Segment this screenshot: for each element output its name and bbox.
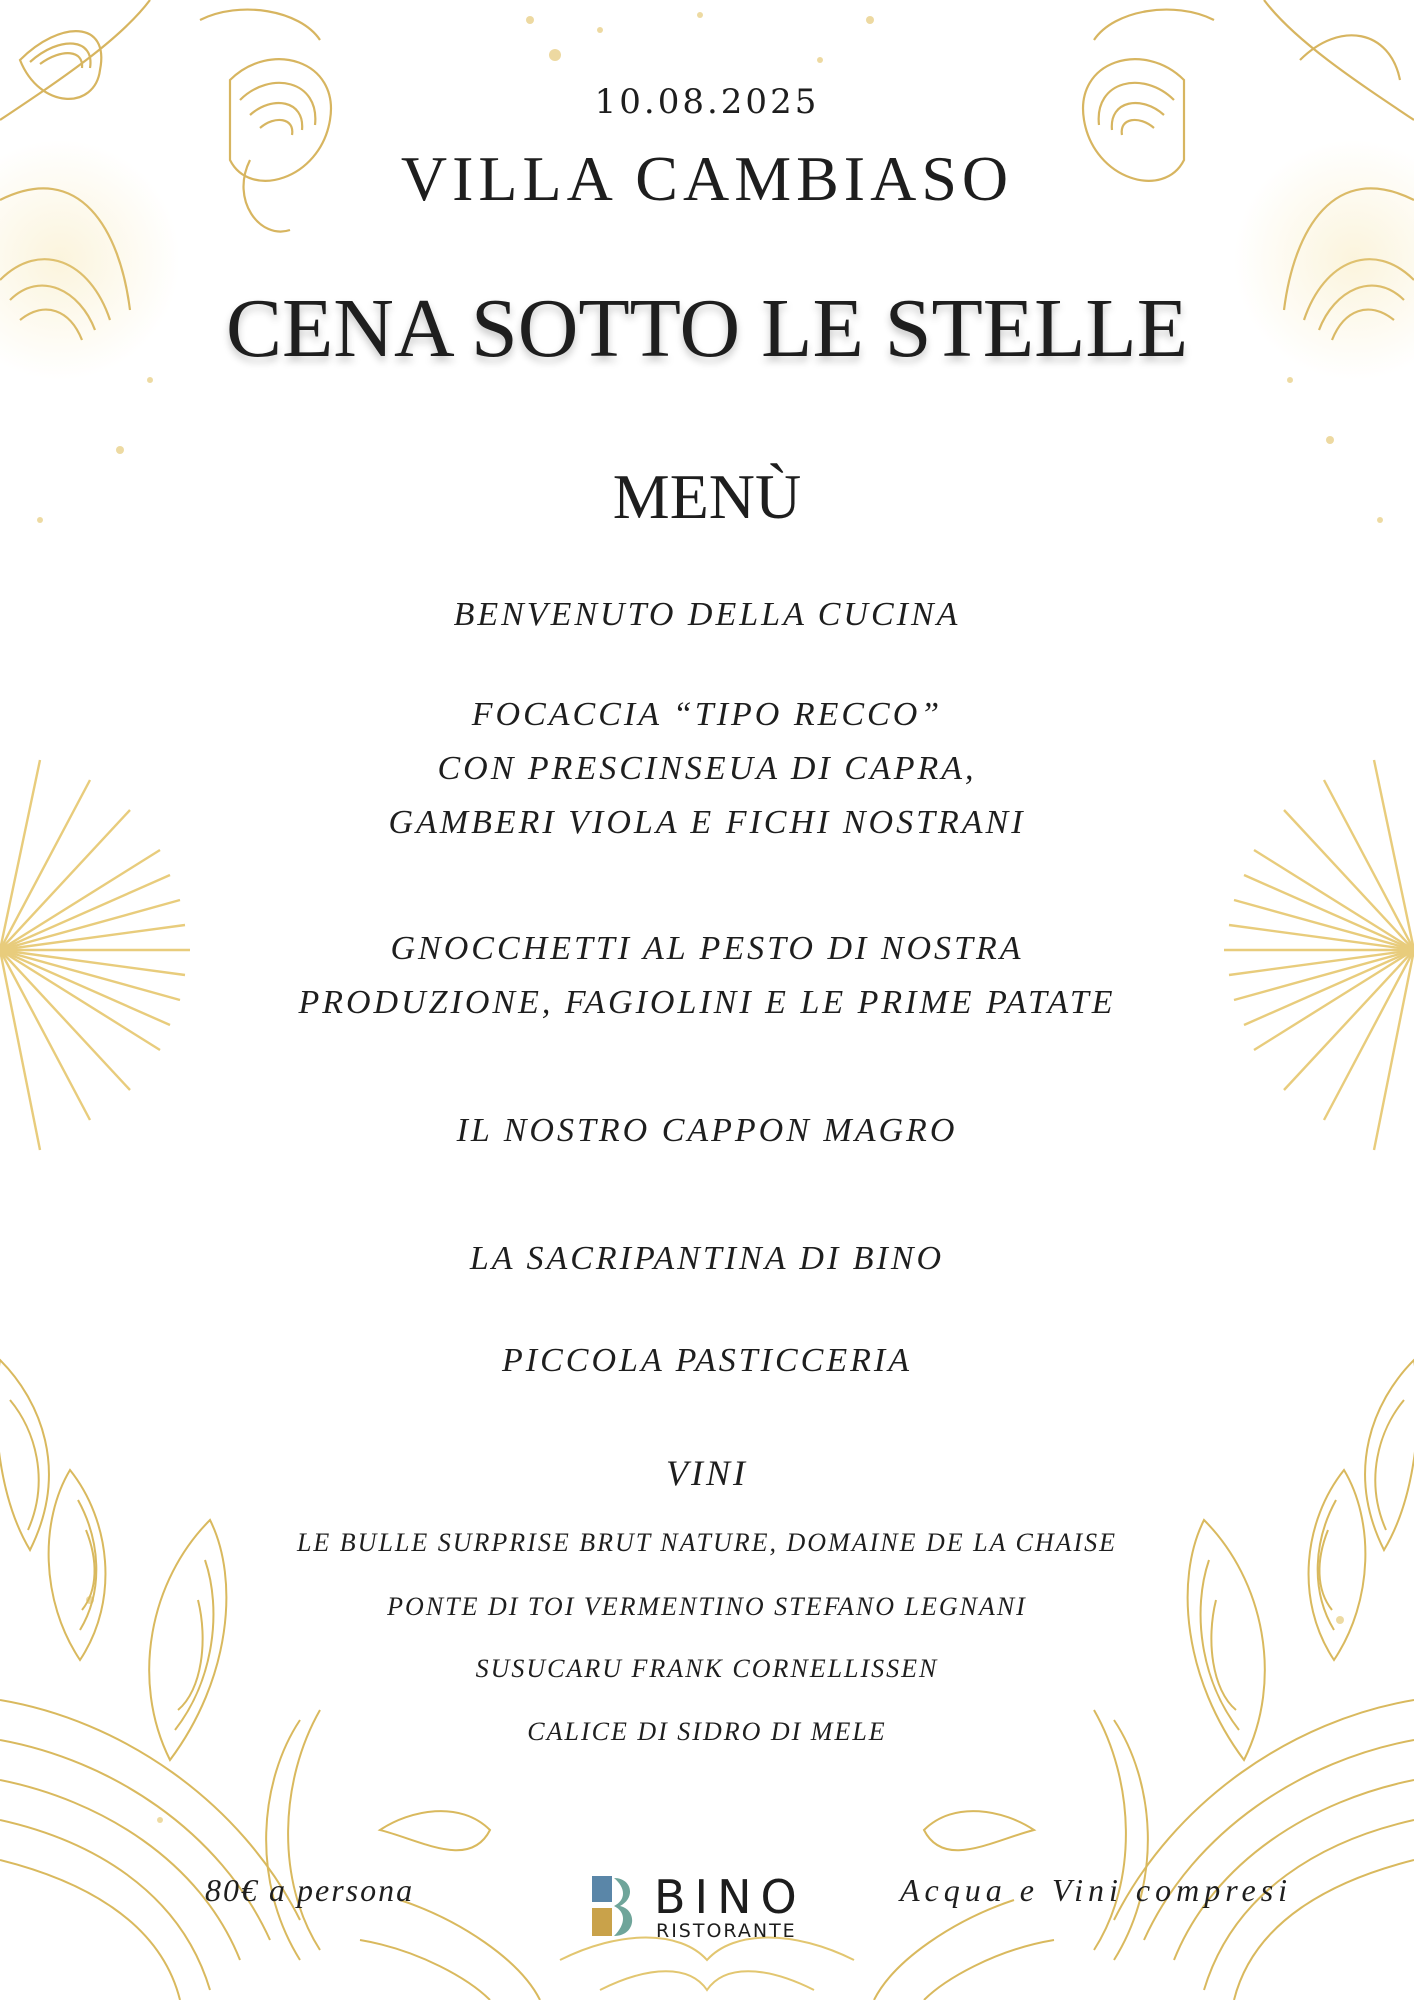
course-line: GNOCCHETTI AL PESTO DI NOSTRA [390, 930, 1024, 967]
bino-logo-icon [592, 1876, 640, 1938]
menu-course [0, 1104, 1414, 1158]
event-title: CENA SOTTO LE STELLE [225, 282, 1189, 375]
logo-subtitle: RISTORANTE [656, 1920, 797, 1942]
course-line: LA SACRIPANTINA DI BINO [469, 1240, 945, 1277]
bino-logo [592, 1870, 822, 1944]
menu-course [0, 922, 1414, 1030]
wine-item: PONTE DI TOI VERMENTINO STEFANO LEGNANI [387, 1592, 1027, 1621]
wines-title: VINI [666, 1453, 748, 1493]
wine-item: LE BULLE SURPRISE BRUT NATURE, DOMAINE DE LA CHAISE [296, 1528, 1118, 1557]
wine-item: CALICE DI SIDRO DI MELE [527, 1717, 887, 1746]
course-line: BENVENUTO DELLA CUCINA [453, 596, 961, 633]
course-line: FOCACCIA “TIPO RECCO” [471, 696, 943, 733]
wine-item: SUSUCARU FRANK CORNELLISSEN [475, 1654, 939, 1683]
price-per-person: 80€ a persona [205, 1872, 415, 1908]
drinks-included: Acqua e Vini compresi [900, 1872, 1293, 1908]
menu-course [0, 588, 1414, 642]
course-line: PICCOLA PASTICCERIA [502, 1342, 912, 1379]
logo-name: BINO [654, 1870, 806, 1924]
menu-course [0, 1232, 1414, 1286]
course-line: CON PRESCINSEUA DI CAPRA, [437, 750, 977, 787]
course-line: PRODUZIONE, FAGIOLINI E LE PRIME PATATE [298, 984, 1116, 1021]
venue-name: VILLA CAMBIASO [400, 143, 1014, 214]
menu-course [0, 688, 1414, 850]
course-line: IL NOSTRO CAPPON MAGRO [456, 1112, 958, 1149]
menu-course [0, 1334, 1414, 1388]
menu-title: MENÙ [612, 461, 802, 532]
course-line: GAMBERI VIOLA E FICHI NOSTRANI [388, 804, 1026, 841]
event-date: 10.08.2025 [594, 82, 820, 122]
